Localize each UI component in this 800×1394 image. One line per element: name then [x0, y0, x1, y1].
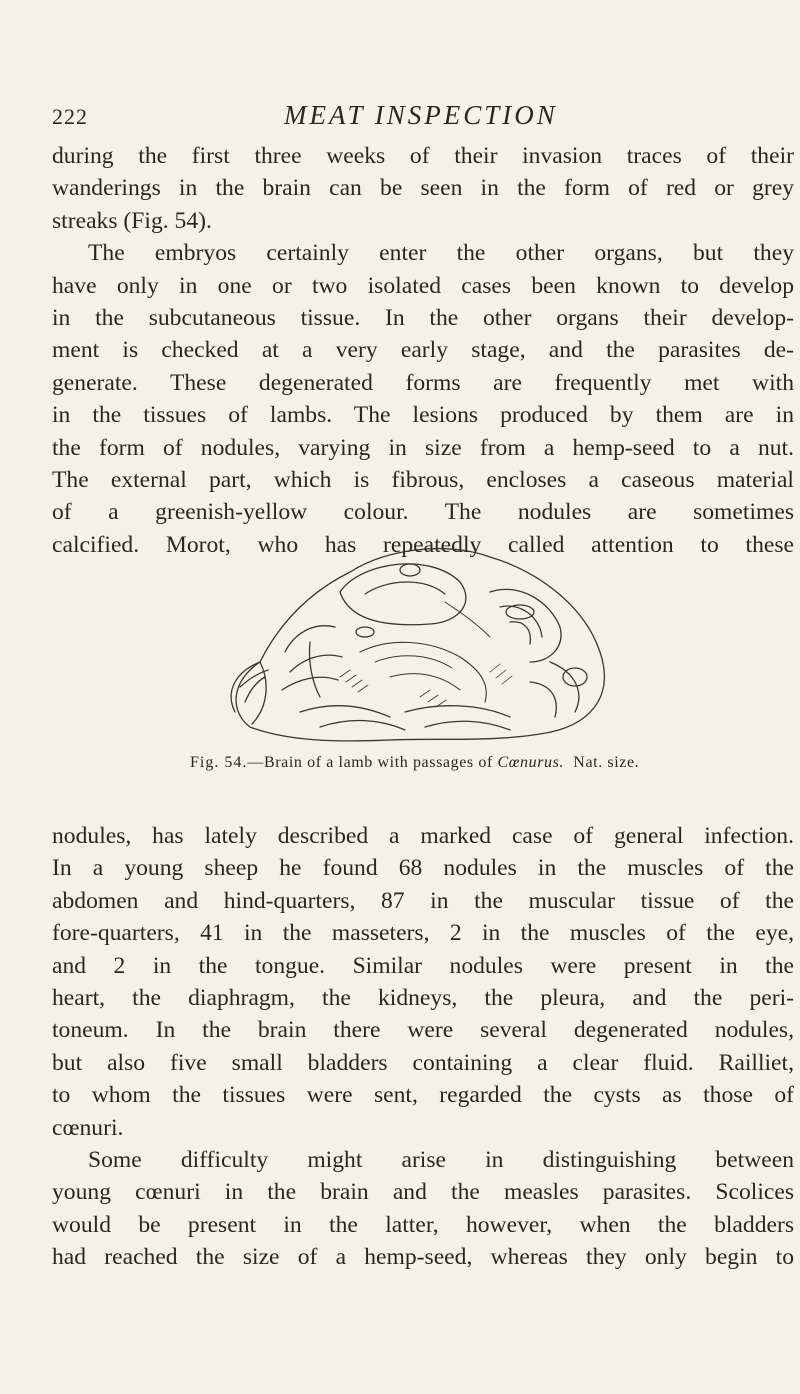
- text-line: In a young sheep he found 68 nodules in the muscles of the: [52, 855, 794, 882]
- text-line: abdomen and hind-quarters, 87 in the muscular tissue of the: [52, 887, 794, 914]
- text-line: Some difficulty might arise in distinguishing between: [88, 1146, 794, 1173]
- text-line: ment is checked at a very early stage, and the parasites de-: [52, 337, 794, 364]
- text-line: have only in one or two isolated cases been known to develop: [52, 272, 794, 299]
- text-line: generate. These degenerated forms are frequently met with: [52, 369, 794, 396]
- text-line: in the tissues of lambs. The lesions produced by them are in: [52, 402, 794, 429]
- text-line: calcified. Morot, who has repeatedly called attention to these: [52, 531, 794, 558]
- text-line: fore-quarters, 41 in the masseters, 2 in the muscles of the eye,: [52, 920, 794, 947]
- text-block-upper: [52, 140, 794, 561]
- text-line: in the subcutaneous tissue. In the other organs their develop-: [52, 304, 794, 331]
- text-line: the form of nodules, varying in size from a hemp-seed to a nut.: [52, 434, 794, 461]
- text-line: but also five small bladders containing a clear fluid. Railliet,: [52, 1049, 794, 1076]
- caption-italic: Cœnurus.: [497, 754, 565, 771]
- figure-brain-illustration: [190, 512, 630, 752]
- text-line: The embryos certainly enter the other organs, but they: [88, 240, 794, 267]
- text-line: and 2 in the tongue. Similar nodules were present in the: [52, 952, 794, 979]
- text-line: young cœnuri in the brain and the measles parasites. Scolices: [52, 1179, 794, 1206]
- text-line: heart, the diaphragm, the kidneys, the pleura, and the peri-: [52, 984, 794, 1011]
- figure-caption: [190, 754, 770, 772]
- paragraph: [52, 820, 794, 1144]
- paragraph: [52, 1144, 794, 1274]
- text-line: during the first three weeks of their invasion traces of their: [52, 143, 794, 169]
- text-line: nodules, has lately described a marked case of general infection.: [52, 823, 794, 849]
- running-title: MEAT INSPECTION: [284, 100, 558, 130]
- brain-drawing: [190, 512, 630, 752]
- text-line: toneum. In the brain there were several degenerated nodules,: [52, 1017, 794, 1044]
- text-line: to whom the tissues were sent, regarded the cysts as those of: [52, 1082, 794, 1109]
- paragraph: [52, 140, 794, 237]
- text-line: wanderings in the brain can be seen in the form of red or grey: [52, 175, 794, 202]
- text-line: of a greenish-yellow colour. The nodules are sometimes: [52, 499, 794, 526]
- caption-text: —Brain of a lamb with passages of: [247, 754, 498, 771]
- text-line: cœnuri.: [52, 1114, 124, 1141]
- caption-suffix: Nat. size.: [573, 754, 640, 771]
- text-block-lower: [52, 820, 794, 1273]
- text-line: streaks (Fig. 54).: [52, 207, 212, 234]
- page-number: 222: [52, 104, 88, 129]
- figure-label: Fig. 54.: [190, 754, 248, 771]
- text-line: had reached the size of a hemp-seed, whereas they only begin to: [52, 1244, 794, 1271]
- text-line: would be present in the latter, however, when the bladders: [52, 1211, 794, 1238]
- page-header: [52, 100, 800, 144]
- text-line: The external part, which is fibrous, encloses a caseous material: [52, 466, 794, 493]
